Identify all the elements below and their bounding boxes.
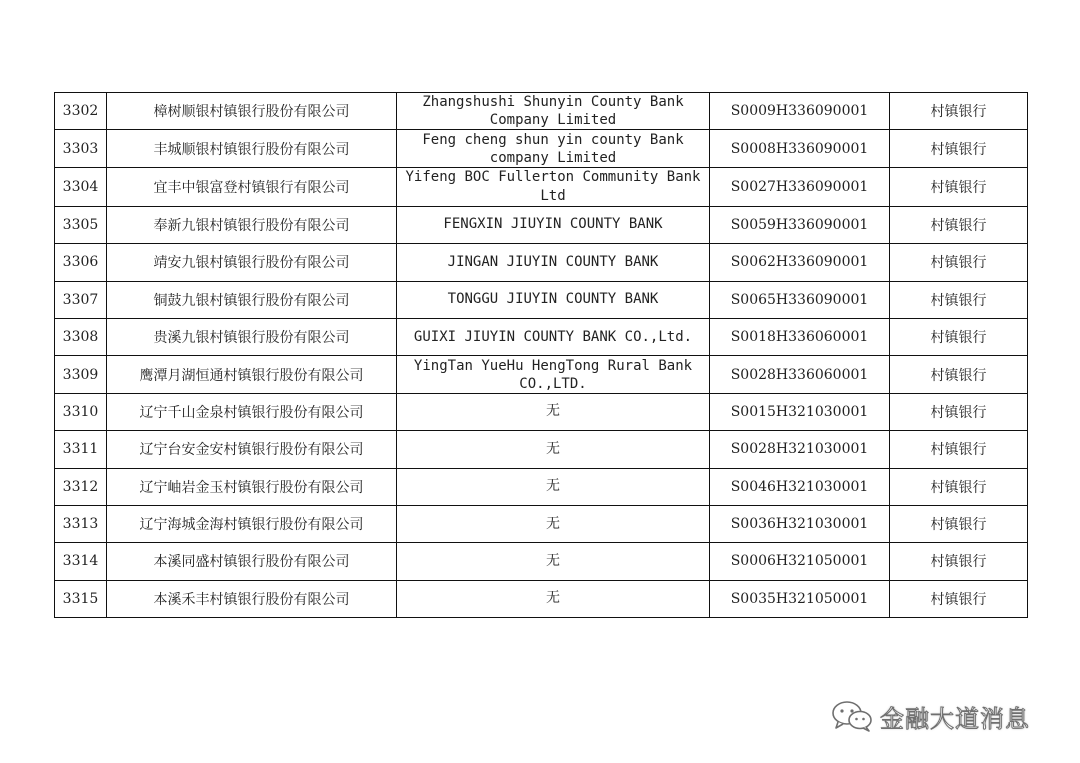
table-row bbox=[55, 206, 1028, 243]
cell-english-name: JINGAN JIUYIN COUNTY BANK bbox=[397, 244, 710, 281]
cell-institution-code: S0036H321030001 bbox=[710, 505, 890, 542]
cell-english-name: 无 bbox=[397, 468, 710, 505]
cell-bank-type: 村镇银行 bbox=[890, 206, 1028, 243]
wechat-icon bbox=[830, 699, 874, 733]
cell-bank-type: 村镇银行 bbox=[890, 318, 1028, 355]
cell-bank-type: 村镇银行 bbox=[890, 431, 1028, 468]
cell-serial-number: 3314 bbox=[55, 543, 107, 580]
cell-institution-code: S0009H336090001 bbox=[710, 93, 890, 130]
cell-bank-type: 村镇银行 bbox=[890, 543, 1028, 580]
cell-institution-code: S0028H336060001 bbox=[710, 356, 890, 393]
table-row bbox=[55, 130, 1028, 167]
cell-bank-type: 村镇银行 bbox=[890, 505, 1028, 542]
cell-institution-code: S0018H336060001 bbox=[710, 318, 890, 355]
cell-english-name: FENGXIN JIUYIN COUNTY BANK bbox=[397, 206, 710, 243]
table-row bbox=[55, 93, 1028, 130]
cell-chinese-name: 鹰潭月湖恒通村镇银行股份有限公司 bbox=[107, 356, 397, 393]
cell-bank-type: 村镇银行 bbox=[890, 93, 1028, 130]
cell-institution-code: S0065H336090001 bbox=[710, 281, 890, 318]
watermark-text: 金融大道消息 bbox=[880, 704, 1030, 733]
cell-english-name: 无 bbox=[397, 505, 710, 542]
table-row bbox=[55, 356, 1028, 393]
cell-institution-code: S0015H321030001 bbox=[710, 393, 890, 430]
cell-chinese-name: 贵溪九银村镇银行股份有限公司 bbox=[107, 318, 397, 355]
cell-institution-code: S0059H336090001 bbox=[710, 206, 890, 243]
cell-bank-type: 村镇银行 bbox=[890, 167, 1028, 206]
table-row bbox=[55, 505, 1028, 542]
cell-english-name: Feng cheng shun yin county Bank company Limited bbox=[397, 130, 710, 167]
table-row bbox=[55, 167, 1028, 206]
cell-english-name: Yifeng BOC Fullerton Community Bank Ltd bbox=[397, 167, 710, 206]
cell-bank-type: 村镇银行 bbox=[890, 580, 1028, 617]
cell-chinese-name: 辽宁海城金海村镇银行股份有限公司 bbox=[107, 505, 397, 542]
cell-serial-number: 3308 bbox=[55, 318, 107, 355]
cell-chinese-name: 铜鼓九银村镇银行股份有限公司 bbox=[107, 281, 397, 318]
source-watermark bbox=[830, 696, 1030, 736]
cell-bank-type: 村镇银行 bbox=[890, 130, 1028, 167]
cell-bank-type: 村镇银行 bbox=[890, 393, 1028, 430]
cell-chinese-name: 辽宁台安金安村镇银行股份有限公司 bbox=[107, 431, 397, 468]
cell-serial-number: 3303 bbox=[55, 130, 107, 167]
cell-chinese-name: 宜丰中银富登村镇银行有限公司 bbox=[107, 167, 397, 206]
cell-chinese-name: 本溪同盛村镇银行股份有限公司 bbox=[107, 543, 397, 580]
cell-institution-code: S0028H321030001 bbox=[710, 431, 890, 468]
cell-english-name: YingTan YueHu HengTong Rural Bank CO.,LTD. bbox=[397, 356, 710, 393]
cell-serial-number: 3307 bbox=[55, 281, 107, 318]
cell-bank-type: 村镇银行 bbox=[890, 244, 1028, 281]
cell-chinese-name: 奉新九银村镇银行股份有限公司 bbox=[107, 206, 397, 243]
cell-institution-code: S0008H336090001 bbox=[710, 130, 890, 167]
cell-institution-code: S0046H321030001 bbox=[710, 468, 890, 505]
table-row bbox=[55, 393, 1028, 430]
cell-chinese-name: 本溪禾丰村镇银行股份有限公司 bbox=[107, 580, 397, 617]
cell-english-name: Zhangshushi Shunyin County Bank Company Limited bbox=[397, 93, 710, 130]
table-row bbox=[55, 580, 1028, 617]
cell-chinese-name: 辽宁千山金泉村镇银行股份有限公司 bbox=[107, 393, 397, 430]
cell-serial-number: 3310 bbox=[55, 393, 107, 430]
cell-bank-type: 村镇银行 bbox=[890, 281, 1028, 318]
table-row bbox=[55, 244, 1028, 281]
cell-english-name: 无 bbox=[397, 543, 710, 580]
cell-institution-code: S0062H336090001 bbox=[710, 244, 890, 281]
cell-institution-code: S0006H321050001 bbox=[710, 543, 890, 580]
cell-serial-number: 3302 bbox=[55, 93, 107, 130]
cell-english-name: 无 bbox=[397, 580, 710, 617]
cell-institution-code: S0027H336090001 bbox=[710, 167, 890, 206]
cell-bank-type: 村镇银行 bbox=[890, 356, 1028, 393]
cell-bank-type: 村镇银行 bbox=[890, 468, 1028, 505]
cell-chinese-name: 樟树顺银村镇银行股份有限公司 bbox=[107, 93, 397, 130]
table-row bbox=[55, 543, 1028, 580]
cell-serial-number: 3313 bbox=[55, 505, 107, 542]
cell-chinese-name: 辽宁岫岩金玉村镇银行股份有限公司 bbox=[107, 468, 397, 505]
cell-serial-number: 3311 bbox=[55, 431, 107, 468]
bank-list-table bbox=[54, 92, 1028, 618]
cell-serial-number: 3309 bbox=[55, 356, 107, 393]
cell-chinese-name: 靖安九银村镇银行股份有限公司 bbox=[107, 244, 397, 281]
cell-chinese-name: 丰城顺银村镇银行股份有限公司 bbox=[107, 130, 397, 167]
cell-english-name: TONGGU JIUYIN COUNTY BANK bbox=[397, 281, 710, 318]
cell-serial-number: 3312 bbox=[55, 468, 107, 505]
cell-english-name: 无 bbox=[397, 393, 710, 430]
cell-institution-code: S0035H321050001 bbox=[710, 580, 890, 617]
table-row bbox=[55, 281, 1028, 318]
table-row bbox=[55, 431, 1028, 468]
cell-serial-number: 3315 bbox=[55, 580, 107, 617]
cell-serial-number: 3306 bbox=[55, 244, 107, 281]
cell-english-name: 无 bbox=[397, 431, 710, 468]
cell-english-name: GUIXI JIUYIN COUNTY BANK CO.,Ltd. bbox=[397, 318, 710, 355]
table-row bbox=[55, 318, 1028, 355]
cell-serial-number: 3305 bbox=[55, 206, 107, 243]
cell-serial-number: 3304 bbox=[55, 167, 107, 206]
table-row bbox=[55, 468, 1028, 505]
